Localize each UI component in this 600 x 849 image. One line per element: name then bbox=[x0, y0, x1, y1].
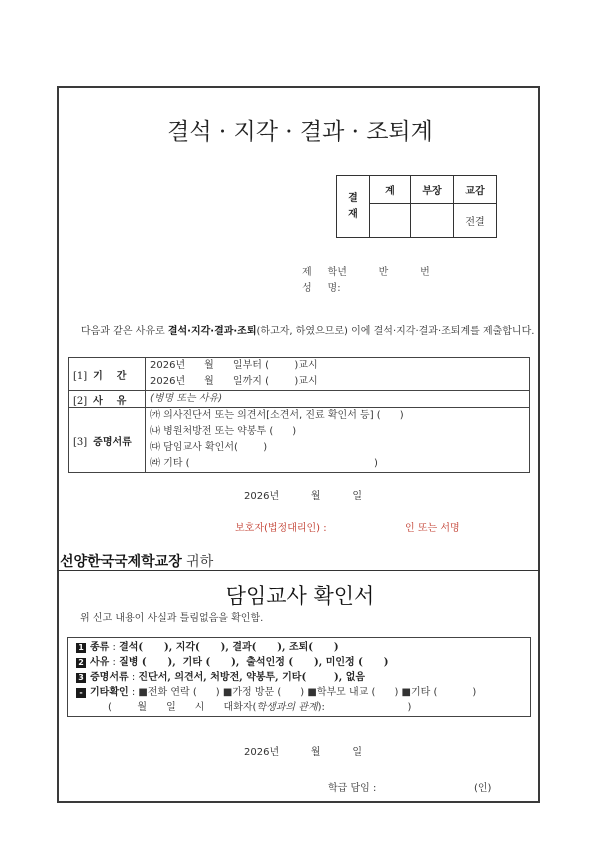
marker-1-icon: 1 bbox=[76, 643, 86, 653]
student-name-field[interactable]: 성 명: bbox=[302, 283, 341, 294]
teacher-confirmation-title: 담임교사 확인서 bbox=[225, 584, 375, 608]
approval-cell-head[interactable] bbox=[411, 204, 454, 238]
section-divider bbox=[57, 570, 540, 571]
document-option-diagnosis[interactable]: ㈎ 의사진단서 또는 의견서[소견서, 진료 확인서 등] ( ) bbox=[150, 410, 404, 421]
document-option-prescription[interactable]: ㈏ 병원처방전 또는 약봉투 ( ) bbox=[150, 426, 297, 437]
document-option-teacher-confirmation[interactable]: ㈐ 담임교사 확인서( ) bbox=[150, 442, 268, 453]
student-grade-class-number[interactable]: 제 학년 반 번 bbox=[302, 267, 430, 278]
approval-table bbox=[336, 175, 497, 238]
homeroom-teacher-label: 학급 담임 : bbox=[328, 783, 377, 794]
intro-paragraph: 다음과 같은 사유로 결석·지각·결과·조퇴(하고자, 하였으므로) 이에 결석·지각·결과·조퇴계를 제출합니다. bbox=[81, 326, 535, 337]
intro-bold-types: 결석·지각·결과·조퇴 bbox=[167, 326, 257, 337]
row-period bbox=[69, 358, 530, 391]
recipient-suffix: 귀하 bbox=[186, 554, 214, 570]
marker-3-icon: 3 bbox=[76, 673, 86, 683]
row-reason bbox=[69, 391, 530, 408]
row-documents bbox=[69, 408, 530, 473]
marker-4-icon: - bbox=[76, 688, 86, 698]
teacher-confirmation-box bbox=[67, 637, 531, 717]
guardian-sign-field[interactable]: 인 또는 서명 bbox=[405, 523, 460, 534]
recipient-name: 선양한국국제학교장 bbox=[60, 554, 182, 570]
guardian-label: 보호자(법정대리인) : bbox=[235, 523, 327, 534]
row-period-value[interactable] bbox=[146, 358, 530, 391]
row-documents-label: [3] 증명서류 bbox=[69, 408, 146, 473]
document-title: 결석 · 지각 · 결과 · 조퇴계 bbox=[167, 119, 433, 145]
approval-label: 결 재 bbox=[337, 176, 370, 238]
teacher-confirmation-statement: 위 신고 내용이 사실과 틀림없음을 확인함. bbox=[80, 613, 264, 624]
row-reason-label: [2] 사 유 bbox=[69, 391, 146, 408]
approval-header-staff: 계 bbox=[370, 176, 411, 204]
approval-header-vice-principal: 교감 bbox=[454, 176, 497, 204]
teacher-confirmation-date[interactable]: 2026년 월 일 bbox=[244, 747, 363, 758]
request-form-table bbox=[68, 357, 530, 473]
approval-cell-staff[interactable] bbox=[370, 204, 411, 238]
confirm-row-documents[interactable]: 3 증명서류 : 진단서, 의견서, 처방전, 약봉투, 기타( ), 없음 bbox=[76, 670, 522, 685]
homeroom-teacher-seal[interactable]: (인) bbox=[474, 783, 492, 794]
confirm-row-conversation[interactable]: ( 월 일 시 대화자(학생과의 관계): ) bbox=[108, 702, 412, 713]
marker-2-icon: 2 bbox=[76, 658, 86, 668]
confirm-row-reason[interactable]: 2 사유 : 질병 ( ), 기타 ( ), 출석인정 ( ), 미인정 ( ) bbox=[76, 655, 522, 670]
period-to[interactable]: 2026년 월 일까지 ( )교시 bbox=[150, 376, 318, 387]
row-reason-value[interactable] bbox=[146, 391, 530, 408]
document-option-other[interactable]: ㈑ 기타 ( ) bbox=[150, 458, 378, 469]
recipient-line bbox=[60, 551, 213, 571]
row-period-label: [1] 기 간 bbox=[69, 358, 146, 391]
submission-date[interactable]: 2026년 월 일 bbox=[244, 491, 363, 502]
confirm-row-type[interactable]: 1 종류 : 결석( ), 지각( ), 결과( ), 조퇴( ) bbox=[76, 640, 522, 655]
confirm-row-other-check[interactable]: - 기타확인 : ■전화 연락 ( ) ■가정 방문 ( ) ■학부모 내교 ( ) ■기타 ( ) bbox=[76, 685, 522, 700]
period-from[interactable]: 2026년 월 일부터 ( )교시 bbox=[150, 360, 318, 371]
approval-cell-vice-principal[interactable]: 전결 bbox=[454, 204, 497, 238]
reason-placeholder[interactable]: (병명 또는 사유) bbox=[150, 393, 223, 404]
row-documents-value bbox=[146, 408, 530, 473]
approval-header-head: 부장 bbox=[411, 176, 454, 204]
